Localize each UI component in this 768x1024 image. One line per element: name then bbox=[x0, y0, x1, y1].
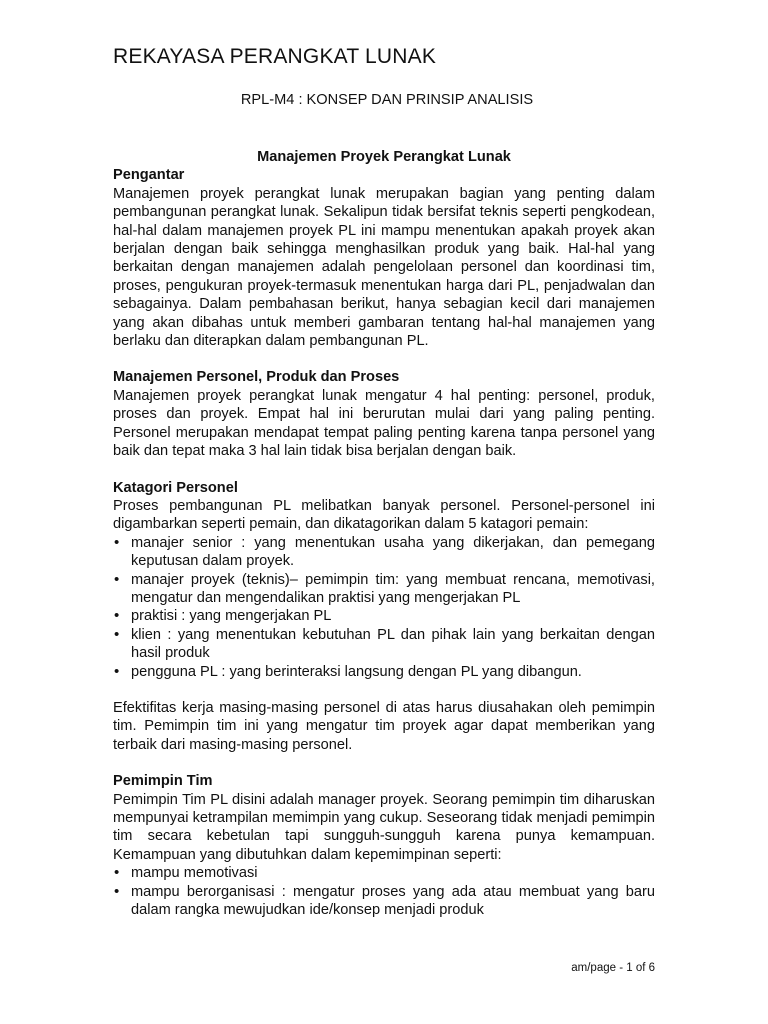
paragraph-manajemen-personel: Manajemen proyek perangkat lunak mengatur 4 hal penting: personel, produk, proses dan proyek. Empat hal ini berurutan mulai dari yang paling penting. Personel merupakan mendapat tempat paling penting karena tanpa personel yang baik dan tepat maka 3 hal lain tidak bisa berjalan dengan baik. bbox=[113, 387, 655, 460]
bullet-list-pemimpin bbox=[113, 864, 655, 919]
paragraph-pengantar: Manajemen proyek perangkat lunak merupakan bagian yang penting dalam pembangunan perangkat lunak. Sekalipun tidak bersifat teknis seperti pengkodean, hal-hal dalam manajemen proyek PL ini mampu menentukan apakah proyek akan berjalan dengan baik sehingga menghasilkan produk yang baik. Hal-hal yang berkaitan dengan manajemen adalah pengelolaan personel dan koordinasi tim, proses, pengukuran proyek-termasuk menentukan harga dari PL, penjadwalan dan sebagainya. Dalam pembahasan berikut, hanya sebagian kecil dari manajemen yang akan dibahas untuk memberi gambaran tentang hal-hal manajemen yang berlaku dan diterapkan dalam pembangunan PL. bbox=[113, 185, 655, 350]
list-item: • mampu berorganisasi : mengatur proses yang ada atau membuat yang baru dalam rangka mewujudkan ide/konsep menjadi produk bbox=[113, 883, 655, 920]
main-heading: Manajemen Proyek Perangkat Lunak bbox=[257, 149, 511, 165]
section-heading-pemimpin-tim: Pemimpin Tim bbox=[113, 773, 213, 790]
section-heading-pengantar: Pengantar bbox=[113, 167, 185, 184]
list-item: • manajer senior : yang menentukan usaha yang dikerjakan, dan pemegang keputusan dalam proyek. bbox=[113, 534, 655, 571]
document-body bbox=[113, 148, 655, 919]
list-item: • mampu memotivasi bbox=[113, 864, 655, 882]
paragraph-katagori-intro: Proses pembangunan PL melibatkan banyak personel. Personel-personel ini digambarkan seperti pemain, dan dikatagorikan dalam 5 katagori pemain: bbox=[113, 497, 655, 533]
section-heading-katagori-personel: Katagori Personel bbox=[113, 479, 238, 496]
page-footer: am/page - 1 of 6 bbox=[571, 962, 655, 974]
list-item: • pengguna PL : yang berinteraksi langsung dengan PL yang dibangun. bbox=[113, 663, 655, 681]
paragraph-katagori-outro: Efektifitas kerja masing-masing personel di atas harus diusahakan oleh pemimpin tim. Pemimpin tim ini yang mengatur tim proyek agar dapat memberikan yang terbaik dari masing-masing personel. bbox=[113, 699, 655, 753]
document-subtitle: RPL-M4 : KONSEP DAN PRINSIP ANALISIS bbox=[240, 92, 534, 108]
section-heading-manajemen-personel: Manajemen Personel, Produk dan Proses bbox=[113, 369, 400, 386]
list-item: • praktisi : yang mengerjakan PL bbox=[113, 607, 655, 625]
paragraph-pemimpin-tim: Pemimpin Tim PL disini adalah manager proyek. Seorang pemimpin tim diharuskan mempunyai ketrampilan memimpin yang cukup. Seseorang tidak menjadi pemimpin tim secara kebetulan tapi sungguh-sungguh karena punya kemampuan. Kemampuan yang dibutuhkan dalam kepemimpinan seperti: bbox=[113, 791, 655, 863]
list-item: • klien : yang menentukan kebutuhan PL dan pihak lain yang berkaitan dengan hasil produk bbox=[113, 626, 655, 663]
bullet-list-katagori bbox=[113, 534, 655, 681]
document-title: REKAYASA PERANGKAT LUNAK bbox=[113, 45, 437, 68]
list-item: • manajer proyek (teknis)– pemimpin tim: yang membuat rencana, memotivasi, mengatur dan mengendalikan praktisi yang mengerjakan PL bbox=[113, 571, 655, 608]
